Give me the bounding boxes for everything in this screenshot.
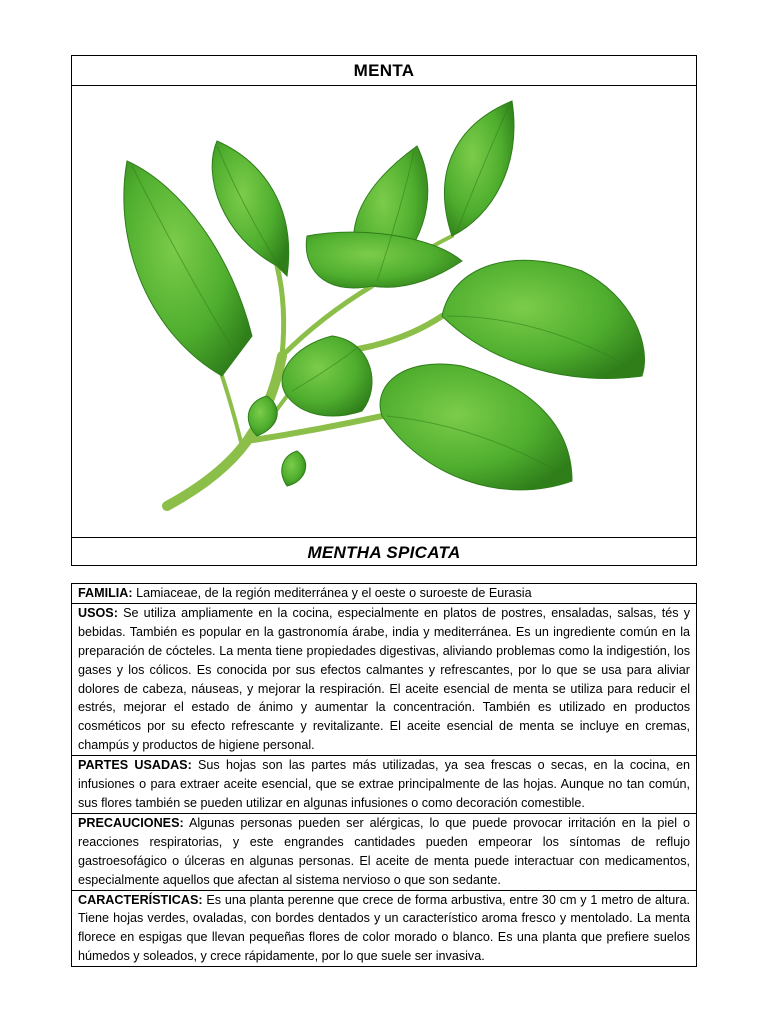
mint-sprig-illustration [72,86,696,537]
row-usos [72,604,696,756]
plant-card [71,55,697,566]
row-partes-usadas [72,756,696,814]
row-text: Sus hojas son las partes más utilizadas, ya sea frescas o secas, en la cocina, en infusiones o para extraer aceite esencial, que se extrae principalmente de las hojas. Aunque no tan común, sus flores también se pueden utilizar en algunas infusiones o como decoración comestible. [78,758,690,810]
plant-scientific-name: MENTHA SPICATA [307,542,461,562]
row-label: PARTES USADAS: [78,758,192,773]
row-label: USOS: [78,605,118,620]
row-text: Lamiaceae, de la región mediterránea y el oeste o suroeste de Eurasia [136,586,532,600]
row-text: Algunas personas pueden ser alérgicas, lo que puede provocar irritación en la piel o reacciones respiratorias, y este engrandes cantidades pueden empeorar los síntomas de reflujo gastroesofágico o úlceras en algunas personas. El aceite de menta puede interactuar con medicamentos, especialmente aquellos que afectan al sistema nervioso o que son sedante. [78,815,690,887]
row-label: CARACTERÍSTICAS: [78,892,203,907]
row-caracteristicas [72,891,696,967]
mint-leaves [124,101,645,490]
row-text: Es una planta perenne que crece de forma arbustiva, entre 30 cm y 1 metro de altura. Tiene hojas verdes, ovaladas, con bordes dentados y un característico aroma fresco y mentolado. La menta florece en espigas que llevan pequeñas flores de color morado o blanco. Es una planta que prefiere suelos húmedos y soleados, y crece rápidamente, por lo que suele ser invasiva. [78,892,691,964]
row-label: PRECAUCIONES: [78,815,184,830]
plant-info-table [71,583,697,967]
row-precauciones [72,814,696,891]
plant-common-name: MENTA [72,56,696,86]
mint-photo [72,86,696,538]
row-text: Se utiliza ampliamente en la cocina, especialmente en platos de postres, ensaladas, salsas, tés y bebidas. También es popular en la gastronomía árabe, india y mediterránea. Es un ingrediente común en la preparación de cócteles. La menta tiene propiedades digestivas, aliviando problemas como la indigestión, los gases y los cólicos. Es conocida por sus efectos calmantes y refrescantes, por lo que se usa para aliviar dolores de cabeza, náuseas, y mejorar la respiración. El aceite esencial de menta se utiliza para reducir el estrés, mejorar el estado de ánimo y aumentar la concentración. También es utilizado en productos cosméticos por su efecto refrescante y revitalizante. El aceite esencial de menta se incluye en cremas, champús y productos de higiene personal. [78,605,690,753]
row-label: FAMILIA: [78,586,133,600]
row-familia [72,584,696,604]
